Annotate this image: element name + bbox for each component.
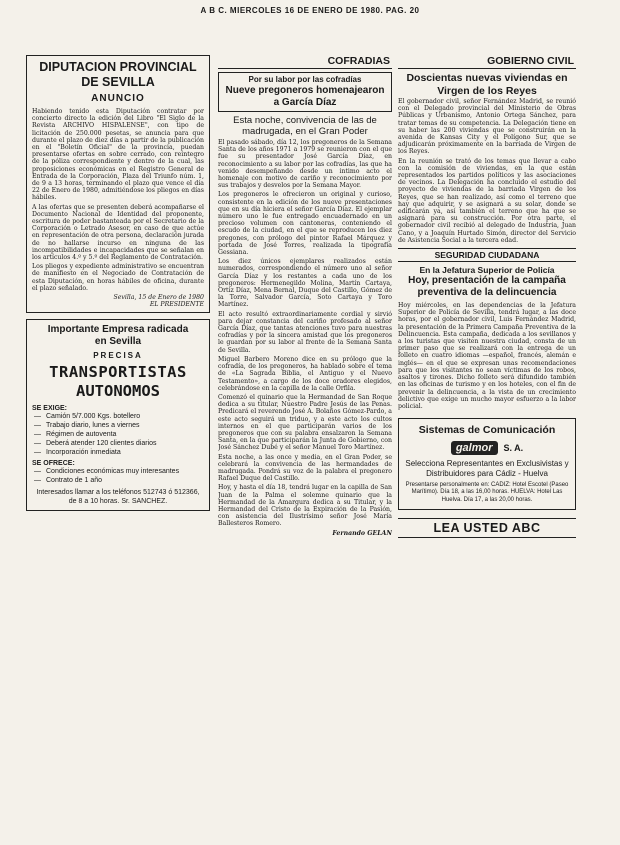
galmor-logo: galmor xyxy=(451,441,498,455)
galmor-ad xyxy=(398,418,576,510)
brand-suffix: S. A. xyxy=(503,443,524,454)
diputacion-title-2: DE SEVILLA xyxy=(81,75,155,89)
ofrece-item: — Condiciones económicas muy interesantes xyxy=(32,467,204,476)
diputacion-date: Sevilla, 15 de Enero de 1980 xyxy=(113,294,204,302)
diputacion-paragraph: A las ofertas que se presenten deberá acompañarse el Documento Nacional de Identidad del proponente, escritura de poder bastanteada por el Secretario de la Corporación o Letrado Asesor, en caso de que actúe en representación de otra persona, declaración jurada de no hallarse incurso en ninguna de las incompatibilidades e incapacidades que se señalan en los artículos 4.º y 5.º del Reglamento de Contratación. xyxy=(32,203,204,262)
empresa-contact: Interesados llamar a los teléfonos 512743 ó 512366, de 8 a 10 horas. Sr. SANCHEZ. xyxy=(36,489,200,505)
transportistas-heading: TRANSPORTISTAS xyxy=(49,363,187,382)
empresa-ad xyxy=(26,319,210,511)
diputacion-paragraph: Habiendo tenido esta Diputación contratar por concierto directo la edición del Libro "El Siglo de la Revista ARCHIVO HISPALENSE", con tipo de licitación de 250.000 pesetas, se anuncia para que durante el plazo de diez días a partir de la publicación en el "Boletín Oficial" de la provincia, puedan presentarse ofertas en sobre cerrado, con reintegro de la póliza correspondiente y dentro de la cual, las proposiciones económicas en el Registro General de Entrada de la Corporación, Plaza del Triunfo núm. 1, de 9 a 13 horas, terminando el plazo que vence el día 22 de Enero de 1980, admitiéndose los pliegos en días hábiles. xyxy=(32,108,204,202)
seguridad-paragraph: Hoy miércoles, en las dependencias de la Jefatura Superior de Policía de Sevilla, tendrá lugar, a las doce horas, por el gobernador civil, Luis Fernández Madrid, la presentación de la Primera Campaña Preventiva de la Delincuencia. Esta campaña, dedicada a los sevillanos y a los turistas que visiten nuestra ciudad, consta de un primer paso que se realizará con la entrega de un folleto en cuatro idiomas —español, francés, alemán e inglés— en el que se expresan unas recomendaciones para que los visitantes no sean víctimas de los robos, asaltos y tirones. Dicho folleto será difundido también en las oficinas de turismo y en los hoteles, con el fin de prevenir la delincuencia, a la vista de un crecimiento delictivo que exige un mucho mayor esfuerzo a la labor policial. xyxy=(398,302,576,410)
column-left xyxy=(26,55,210,845)
column-middle xyxy=(218,55,392,845)
gobierno-paragraph: En la reunión se trató de los temas que llevar a cabo con la comisión de viviendas, en la que están representados los partidos políticos y las asociaciones de vecinos. La Delegación ha concluido el estudio del proyecto de viviendas de la barriada Virgen de los Reyes, que se han realizado, así como el terreno que hay que adquirir, y se asignará a su solar, donde se edificarán ya, así también el terreno que ha que se asignará para su construcción. Por otra parte, el gobernador civil recibió al delegado de Industria, Juan Cano, y a Joaquín Hurtado Simón, director del Servicio de Asistencia Social a la tercera edad. xyxy=(398,157,576,244)
precisa-label: PRECISA xyxy=(93,351,143,361)
cofradias-paragraph: Hoy, y hasta el día 18, tendrá lugar en la capilla de San Juan de la Palma el solemne quinario que la Hermandad de la Amargura dedica a su Titular, y la Hermandad del Cristo de la Expiración de la Pasión, con asistencia del Ilustrísimo señor José María Ballesteros Romero. xyxy=(218,484,392,528)
empresa-heading-2: en Sevilla xyxy=(94,336,142,348)
cofradias-paragraph: Los diez únicos ejemplares realizados están numerados, correspondiendo el número uno al señor García Díaz y los restantes a cada uno de los pregoneros: Hermenegildo Molina, Martín Cartaya, Ortiz Díaz, Mena Bernal, Duque del Castillo, Gómez de la Torre, Salvador García, Soto Cartaya y Toro Martínez. xyxy=(218,258,392,309)
cofradias-subheadline: Esta noche, convivencia de las de madrugada, en el Gran Poder xyxy=(233,115,377,137)
cofradias-paragraph: El acto resultó extraordinariamente cordial y sirvió para dejar constancia del cariño profesado al señor García Díaz, que tantas atenciones tuvo para nuestras cofradías y por la sincera amistad que los pregoneros le guardan por su labor al frente de la Semana Santa de Sevilla. xyxy=(218,310,392,354)
cofradias-paragraph: El pasado sábado, día 12, los pregoneros de la Semana Santa de los años 1971 a 1979 se reunieron con el que fue su presentador José García Díaz, en reconocimiento a su labor por las cofradías, las que ha venido desempeñando desde un intimo acto el homenaje con motivo de cariño y reconocimiento por sus trabajos y desvelos por la Semana Mayor. xyxy=(218,139,392,190)
diputacion-signer: EL PRESIDENTE xyxy=(149,301,204,309)
seguridad-headline: Hoy, presentación de la campaña preventiva de la delincuencia xyxy=(408,275,566,299)
seguridad-kicker: En la Jefatura Superior de Policía xyxy=(419,265,555,276)
section-seguridad: SEGURIDAD CIUDADANA xyxy=(398,248,576,262)
empresa-heading: Importante Empresa radicada xyxy=(47,324,189,336)
cofradias-paragraph: Esta noche, a las once y media, en el Gran Poder, se celebrará la convivencia de las hermandades de madrugada. Pondrá su voz de la palabra el pregonero Rafael Duque del Castillo. xyxy=(218,453,392,483)
exige-item: — Trabajo diario, lunes a viernes xyxy=(32,421,204,430)
anuncio-label: ANUNCIO xyxy=(91,93,145,104)
gobierno-paragraph: El gobernador civil, señor Fernández Madrid, se reunió con el Delegado provincial del Ministerio de Obras Públicas y Urbanismo, Antonio Ortega Sánchez, para tratar temas de su competencia. La Delegación tiene en su haber las 200 viviendas que se construirán en la avenida de Kansas City y el Polígono Sur, que se adjudicarán próximamente en la barriada de Virgen de los Reyes. xyxy=(398,98,576,156)
lea-abc-banner: LEA USTED ABC xyxy=(398,518,576,538)
ofrece-item: — Contrato de 1 año xyxy=(32,476,204,485)
ad-details: Presentarse personalmente en: CADIZ: Hotel Escotel (Paseo Marítimo). Día 18, a las 16,00 horas. HUELVA: Hotel Las Huelva. Día 17, a las 20,00 horas. xyxy=(405,482,569,503)
page-header: A B C. MIERCOLES 16 DE ENERO DE 1980. PAG. 20 xyxy=(200,6,420,15)
exige-item: — Incorporación inmediata xyxy=(32,448,204,457)
ad-body: Selecciona Representantes en Exclusivistas y Distribuidores para Cádiz - Huelva xyxy=(405,459,569,479)
section-cofradias: COFRADIAS xyxy=(218,55,392,69)
gobierno-headline: Doscientas nuevas viviendas en Virgen de los Reyes xyxy=(406,72,568,97)
cofradias-paragraph: Los pregoneros le ofrecieron un original y curioso, consistente en la edición de los nueve presentaciones que en su día hiciera el señor García Díaz. El ejemplar número uno le fue entregado encuadernado en un precioso volumen con cantoneras, conteniendo el escudo de la ciudad, en el que se reproducen los diez pregones, con prólogo del pintor Rafael Márquez y portada de José Torres, realizada la tipografía Gessiana. xyxy=(218,191,392,257)
cofradias-paragraph: Miguel Barbero Moreno dice en su prólogo que la cofradía, de los pregoneros, ha hablado sobre el tema de «La Sagrada Biblia, el Antiguo y el Nuevo Testamento», a cargo de los doce oradores elegidos, celebrándose en la capilla de la calle Orfila. xyxy=(218,355,392,392)
exige-item: — Régimen de autoventa xyxy=(32,430,204,439)
diputacion-notice xyxy=(26,55,210,313)
ofrece-label: SE OFRECE: xyxy=(32,460,75,468)
diputacion-paragraph: Los pliegos y expediente administrativo se encuentran de manifiesto en el Negociado de Contratación de esta Diputación, en horas hábiles de oficina, durante el plazo señalado. xyxy=(32,263,204,292)
cofradias-paragraph: Comenzó el quinario que la Hermandad de San Roque dedica a su titular, Nuestro Padre Jesús de las Penas. Predicará el reverendo José A. Bolaños Gómez-Pardo, a este acto seguirá un triduo, y a este acto los cultos internos en el que participarán varios de los pregoneros que con su palabra ensalzaron la Semana Santa, en la que participarán la Junta de Gobierno, con José Sánchez Dubé y el señor Manuel Toro Martínez. xyxy=(218,393,392,452)
section-gobierno-civil: GOBIERNO CIVIL xyxy=(398,55,576,69)
exige-label: SE EXIGE: xyxy=(32,405,68,413)
exige-item: — Deberá atender 120 clientes diarios xyxy=(32,439,204,448)
cofradias-byline: Fernando GELAN xyxy=(332,529,392,537)
ad-brand-row xyxy=(405,441,569,455)
autonomos-heading: AUTONOMOS xyxy=(76,382,160,401)
cofradias-kicker: Por su labor por las cofradías xyxy=(248,75,362,84)
diputacion-title: DIPUTACION PROVINCIAL xyxy=(39,60,197,74)
ad-title: Sistemas de Comunicación xyxy=(418,424,556,437)
cofradias-headline: Nueve pregoneros homenajearon a García Díaz xyxy=(225,85,385,108)
column-right xyxy=(398,55,576,845)
exige-item: — Camión 5/7.000 Kgs. botellero xyxy=(32,412,204,421)
cofradias-headline-box xyxy=(218,72,392,112)
